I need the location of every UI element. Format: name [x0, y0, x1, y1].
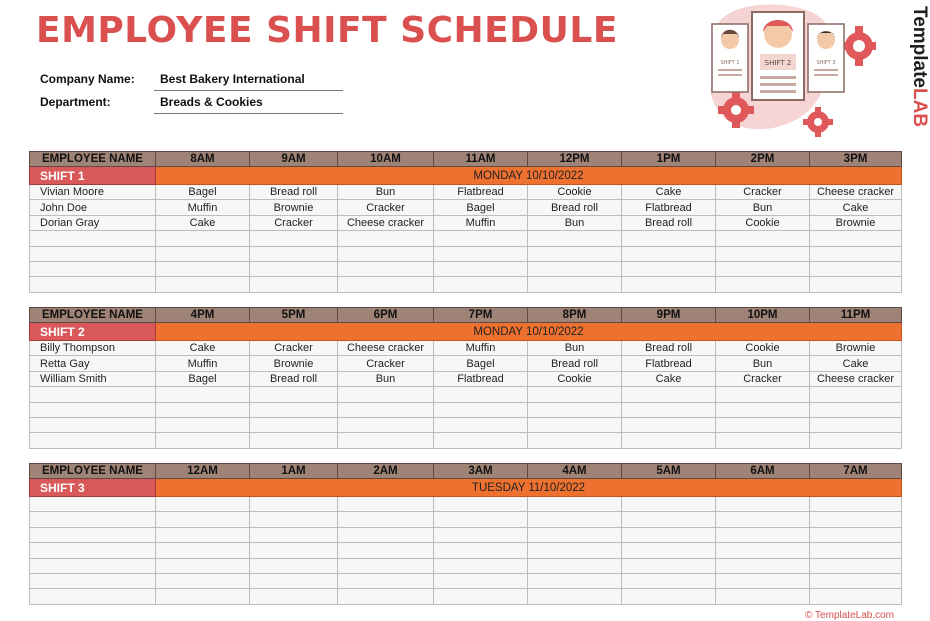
column-header-hour: 8AM — [156, 152, 250, 167]
assignment-cell[interactable] — [716, 527, 810, 542]
assignment-cell[interactable]: Cheese cracker — [810, 185, 902, 200]
table-row — [30, 246, 902, 261]
column-header-employee: EMPLOYEE NAME — [30, 464, 156, 479]
assignment-cell[interactable] — [622, 277, 716, 292]
assignment-cell[interactable]: Bun — [528, 341, 622, 356]
column-header-hour: 2PM — [716, 152, 810, 167]
assignment-cell[interactable]: Brownie — [810, 215, 902, 230]
assignment-cell[interactable] — [622, 261, 716, 276]
assignment-cell[interactable]: Bread roll — [528, 200, 622, 215]
assignment-cell[interactable]: Bagel — [434, 356, 528, 371]
assignment-cell[interactable] — [716, 246, 810, 261]
assignment-cell[interactable] — [810, 387, 902, 402]
assignment-cell[interactable]: Muffin — [434, 215, 528, 230]
column-header-hour: 2AM — [338, 464, 434, 479]
card-left-label: SHIFT 1 — [720, 60, 740, 66]
column-header-hour: 1AM — [250, 464, 338, 479]
assignment-cell[interactable] — [250, 512, 338, 527]
assignment-cell[interactable] — [528, 417, 622, 432]
table-row — [30, 589, 902, 604]
table-row — [30, 497, 902, 512]
employee-name-cell[interactable] — [30, 417, 156, 432]
assignment-cell[interactable]: Cookie — [528, 371, 622, 386]
table-row — [30, 543, 902, 558]
assignment-cell[interactable] — [338, 527, 434, 542]
company-value[interactable]: Best Bakery International — [154, 72, 343, 91]
assignment-cell[interactable] — [156, 589, 250, 604]
shift-label: SHIFT 2 — [30, 323, 156, 341]
employee-name-cell[interactable]: Dorian Gray — [30, 215, 156, 230]
assignment-cell[interactable] — [434, 433, 528, 448]
table-row — [30, 356, 902, 371]
shift-date[interactable]: MONDAY 10/10/2022 — [156, 167, 902, 185]
column-header-hour: 11AM — [434, 152, 528, 167]
assignment-cell[interactable]: Bread roll — [622, 341, 716, 356]
assignment-cell[interactable] — [434, 512, 528, 527]
assignment-cell[interactable]: Muffin — [434, 341, 528, 356]
assignment-cell[interactable] — [810, 573, 902, 588]
column-header-hour: 3PM — [810, 152, 902, 167]
assignment-cell[interactable] — [528, 497, 622, 512]
table-row — [30, 573, 902, 588]
assignment-cell[interactable]: Brownie — [250, 200, 338, 215]
assignment-cell[interactable] — [528, 277, 622, 292]
assignment-cell[interactable] — [716, 261, 810, 276]
assignment-cell[interactable] — [622, 558, 716, 573]
assignment-cell[interactable] — [338, 402, 434, 417]
employee-name-cell[interactable]: Billy Thompson — [30, 341, 156, 356]
employee-name-cell[interactable] — [30, 527, 156, 542]
assignment-cell[interactable] — [528, 387, 622, 402]
assignment-cell[interactable]: Bagel — [156, 185, 250, 200]
table-row — [30, 433, 902, 448]
assignment-cell[interactable] — [250, 402, 338, 417]
shift-table — [29, 151, 902, 293]
table-row — [30, 402, 902, 417]
assignment-cell[interactable] — [716, 497, 810, 512]
assignment-cell[interactable] — [156, 277, 250, 292]
assignment-cell[interactable] — [622, 512, 716, 527]
table-row — [30, 527, 902, 542]
column-header-hour: 7PM — [434, 308, 528, 323]
assignment-cell[interactable] — [434, 497, 528, 512]
column-header-hour: 9PM — [622, 308, 716, 323]
assignment-cell[interactable]: Cracker — [250, 215, 338, 230]
column-header-hour: 12AM — [156, 464, 250, 479]
shift-table — [29, 307, 902, 449]
assignment-cell[interactable] — [156, 231, 250, 246]
assignment-cell[interactable] — [338, 387, 434, 402]
assignment-cell[interactable] — [338, 261, 434, 276]
assignment-cell[interactable] — [338, 497, 434, 512]
column-header-hour: 8PM — [528, 308, 622, 323]
column-header-hour: 4PM — [156, 308, 250, 323]
column-header-hour: 10PM — [716, 308, 810, 323]
assignment-cell[interactable] — [156, 543, 250, 558]
employee-name-cell[interactable] — [30, 512, 156, 527]
assignment-cell[interactable] — [622, 497, 716, 512]
assignment-cell[interactable]: Muffin — [156, 356, 250, 371]
assignment-cell[interactable] — [434, 527, 528, 542]
assignment-cell[interactable] — [250, 589, 338, 604]
assignment-cell[interactable] — [810, 277, 902, 292]
table-row — [30, 185, 902, 200]
assignment-cell[interactable] — [338, 573, 434, 588]
assignment-cell[interactable] — [250, 573, 338, 588]
assignment-cell[interactable] — [156, 387, 250, 402]
shift-date[interactable]: TUESDAY 11/10/2022 — [156, 479, 902, 497]
assignment-cell[interactable] — [338, 589, 434, 604]
assignment-cell[interactable]: Cracker — [716, 371, 810, 386]
assignment-cell[interactable]: Cracker — [250, 341, 338, 356]
assignment-cell[interactable] — [434, 231, 528, 246]
assignment-cell[interactable] — [810, 527, 902, 542]
assignment-cell[interactable] — [250, 246, 338, 261]
assignment-cell[interactable]: Flatbread — [434, 371, 528, 386]
column-header-hour: 4AM — [528, 464, 622, 479]
assignment-cell[interactable]: Bun — [338, 185, 434, 200]
assignment-cell[interactable]: Bagel — [156, 371, 250, 386]
assignment-cell[interactable]: Cake — [810, 200, 902, 215]
assignment-cell[interactable] — [716, 573, 810, 588]
employee-name-cell[interactable] — [30, 246, 156, 261]
assignment-cell[interactable]: Cake — [156, 215, 250, 230]
shift-label: SHIFT 1 — [30, 167, 156, 185]
assignment-cell[interactable] — [434, 558, 528, 573]
assignment-cell[interactable] — [810, 558, 902, 573]
assignment-cell[interactable]: Cracker — [338, 200, 434, 215]
assignment-cell[interactable]: Flatbread — [622, 200, 716, 215]
assignment-cell[interactable] — [434, 402, 528, 417]
assignment-cell[interactable] — [810, 261, 902, 276]
assignment-cell[interactable] — [716, 589, 810, 604]
assignment-cell[interactable] — [434, 261, 528, 276]
assignment-cell[interactable] — [716, 558, 810, 573]
assignment-cell[interactable] — [434, 573, 528, 588]
assignment-cell[interactable]: Bun — [716, 356, 810, 371]
column-header-hour: 6AM — [716, 464, 810, 479]
assignment-cell[interactable] — [622, 573, 716, 588]
assignment-cell[interactable]: Cake — [622, 371, 716, 386]
employee-name-cell[interactable] — [30, 261, 156, 276]
assignment-cell[interactable]: Brownie — [250, 356, 338, 371]
assignment-cell[interactable] — [528, 231, 622, 246]
assignment-cell[interactable] — [810, 512, 902, 527]
assignment-cell[interactable] — [338, 512, 434, 527]
assignment-cell[interactable] — [434, 246, 528, 261]
assignment-cell[interactable] — [338, 277, 434, 292]
assignment-cell[interactable] — [528, 402, 622, 417]
assignment-cell[interactable] — [716, 277, 810, 292]
company-label: Company Name: — [40, 72, 135, 86]
employee-name-cell[interactable] — [30, 543, 156, 558]
column-header-hour: 1PM — [622, 152, 716, 167]
assignment-cell[interactable] — [156, 573, 250, 588]
assignment-cell[interactable] — [250, 387, 338, 402]
assignment-cell[interactable] — [716, 543, 810, 558]
assignment-cell[interactable] — [338, 231, 434, 246]
assignment-cell[interactable] — [250, 497, 338, 512]
assignment-cell[interactable]: Muffin — [156, 200, 250, 215]
column-header-hour: 5PM — [250, 308, 338, 323]
assignment-cell[interactable] — [434, 589, 528, 604]
table-row — [30, 231, 902, 246]
column-header-hour: 6PM — [338, 308, 434, 323]
table-row — [30, 341, 902, 356]
employee-name-cell[interactable]: Retta Gay — [30, 356, 156, 371]
table-row — [30, 512, 902, 527]
assignment-cell[interactable] — [622, 589, 716, 604]
assignment-cell[interactable] — [622, 387, 716, 402]
shift-date[interactable]: MONDAY 10/10/2022 — [156, 323, 902, 341]
assignment-cell[interactable]: Bread roll — [250, 371, 338, 386]
table-row — [30, 387, 902, 402]
assignment-cell[interactable] — [528, 589, 622, 604]
assignment-cell[interactable]: Cookie — [716, 341, 810, 356]
assignment-cell[interactable] — [716, 417, 810, 432]
assignment-cell[interactable]: Bread roll — [528, 356, 622, 371]
assignment-cell[interactable] — [810, 246, 902, 261]
logo-suffix: LAB — [909, 88, 930, 128]
assignment-cell[interactable] — [810, 589, 902, 604]
employee-name-cell[interactable]: John Doe — [30, 200, 156, 215]
assignment-cell[interactable]: Cheese cracker — [338, 341, 434, 356]
assignment-cell[interactable] — [250, 433, 338, 448]
logo-prefix: Template — [909, 6, 930, 89]
assignment-cell[interactable] — [156, 261, 250, 276]
assignment-cell[interactable] — [716, 433, 810, 448]
assignment-cell[interactable] — [156, 417, 250, 432]
assignment-cell[interactable]: Cracker — [716, 185, 810, 200]
assignment-cell[interactable] — [622, 231, 716, 246]
column-header-hour: 10AM — [338, 152, 434, 167]
assignment-cell[interactable] — [528, 433, 622, 448]
assignment-cell[interactable] — [810, 402, 902, 417]
assignment-cell[interactable] — [528, 527, 622, 542]
assignment-cell[interactable]: Cake — [622, 185, 716, 200]
svg-text:TemplateLAB — [909, 6, 930, 127]
assignment-cell[interactable]: Brownie — [810, 341, 902, 356]
assignment-cell[interactable] — [810, 417, 902, 432]
assignment-cell[interactable] — [250, 417, 338, 432]
assignment-cell[interactable] — [622, 433, 716, 448]
column-header-employee: EMPLOYEE NAME — [30, 308, 156, 323]
table-row — [30, 558, 902, 573]
assignment-cell[interactable]: Cracker — [338, 356, 434, 371]
employee-name-cell[interactable]: William Smith — [30, 371, 156, 386]
page-title: EMPLOYEE SHIFT SCHEDULE — [36, 10, 618, 51]
column-header-employee: EMPLOYEE NAME — [30, 152, 156, 167]
assignment-cell[interactable]: Cookie — [528, 185, 622, 200]
assignment-cell[interactable] — [434, 277, 528, 292]
assignment-cell[interactable] — [528, 261, 622, 276]
employee-name-cell[interactable] — [30, 497, 156, 512]
department-value[interactable]: Breads & Cookies — [154, 95, 343, 114]
assignment-cell[interactable] — [156, 527, 250, 542]
assignment-cell[interactable]: Bun — [528, 215, 622, 230]
employee-name-cell[interactable]: Vivian Moore — [30, 185, 156, 200]
employee-name-cell[interactable] — [30, 231, 156, 246]
assignment-cell[interactable] — [810, 433, 902, 448]
assignment-cell[interactable]: Cheese cracker — [338, 215, 434, 230]
assignment-cell[interactable] — [716, 231, 810, 246]
assignment-cell[interactable] — [434, 417, 528, 432]
table-row — [30, 200, 902, 215]
assignment-cell[interactable] — [622, 527, 716, 542]
employee-name-cell[interactable] — [30, 277, 156, 292]
employee-name-cell[interactable] — [30, 573, 156, 588]
assignment-cell[interactable] — [250, 261, 338, 276]
assignment-cell[interactable] — [528, 246, 622, 261]
table-row — [30, 277, 902, 292]
assignment-cell[interactable] — [622, 417, 716, 432]
shift-label: SHIFT 3 — [30, 479, 156, 497]
assignment-cell[interactable] — [434, 543, 528, 558]
card-center-label: SHIFT 2 — [764, 59, 792, 67]
assignment-cell[interactable]: Cheese cracker — [810, 371, 902, 386]
column-header-hour: 7AM — [810, 464, 902, 479]
assignment-cell[interactable]: Cookie — [716, 215, 810, 230]
column-header-hour: 3AM — [434, 464, 528, 479]
shift-cards-illustration — [696, 2, 876, 140]
employee-name-cell[interactable] — [30, 387, 156, 402]
assignment-cell[interactable] — [434, 387, 528, 402]
assignment-cell[interactable] — [338, 543, 434, 558]
assignment-cell[interactable] — [338, 558, 434, 573]
table-row — [30, 261, 902, 276]
assignment-cell[interactable] — [528, 512, 622, 527]
shift-table — [29, 463, 902, 605]
assignment-cell[interactable]: Bagel — [434, 200, 528, 215]
assignment-cell[interactable] — [250, 527, 338, 542]
assignment-cell[interactable] — [528, 573, 622, 588]
employee-name-cell[interactable] — [30, 558, 156, 573]
assignment-cell[interactable] — [250, 277, 338, 292]
assignment-cell[interactable]: Bread roll — [622, 215, 716, 230]
assignment-cell[interactable] — [716, 387, 810, 402]
table-row — [30, 417, 902, 432]
column-header-hour: 9AM — [250, 152, 338, 167]
card-right-label: SHIFT 3 — [816, 60, 836, 66]
assignment-cell[interactable] — [338, 433, 434, 448]
table-row — [30, 215, 902, 230]
assignment-cell[interactable]: Flatbread — [622, 356, 716, 371]
employee-name-cell[interactable] — [30, 433, 156, 448]
assignment-cell[interactable] — [156, 433, 250, 448]
column-header-hour: 11PM — [810, 308, 902, 323]
assignment-cell[interactable]: Bun — [716, 200, 810, 215]
column-header-hour: 12PM — [528, 152, 622, 167]
assignment-cell[interactable] — [528, 558, 622, 573]
assignment-cell[interactable]: Bread roll — [250, 185, 338, 200]
assignment-cell[interactable]: Cake — [156, 341, 250, 356]
templatelab-logo — [888, 6, 930, 130]
assignment-cell[interactable] — [156, 512, 250, 527]
assignment-cell[interactable] — [250, 558, 338, 573]
assignment-cell[interactable] — [156, 246, 250, 261]
employee-name-cell[interactable] — [30, 402, 156, 417]
assignment-cell[interactable] — [716, 402, 810, 417]
assignment-cell[interactable] — [338, 246, 434, 261]
assignment-cell[interactable] — [810, 231, 902, 246]
assignment-cell[interactable] — [250, 231, 338, 246]
assignment-cell[interactable] — [156, 402, 250, 417]
table-row — [30, 371, 902, 386]
assignment-cell[interactable] — [810, 497, 902, 512]
assignment-cell[interactable] — [810, 543, 902, 558]
assignment-cell[interactable]: Flatbread — [434, 185, 528, 200]
assignment-cell[interactable] — [622, 543, 716, 558]
copyright: © TemplateLab.com — [805, 610, 894, 621]
assignment-cell[interactable] — [338, 417, 434, 432]
assignment-cell[interactable] — [716, 512, 810, 527]
assignment-cell[interactable]: Bun — [338, 371, 434, 386]
assignment-cell[interactable] — [156, 497, 250, 512]
column-header-hour: 5AM — [622, 464, 716, 479]
employee-name-cell[interactable] — [30, 589, 156, 604]
assignment-cell[interactable] — [156, 558, 250, 573]
assignment-cell[interactable] — [250, 543, 338, 558]
assignment-cell[interactable]: Cake — [810, 356, 902, 371]
assignment-cell[interactable] — [622, 402, 716, 417]
department-label: Department: — [40, 95, 111, 109]
assignment-cell[interactable] — [622, 246, 716, 261]
assignment-cell[interactable] — [528, 543, 622, 558]
